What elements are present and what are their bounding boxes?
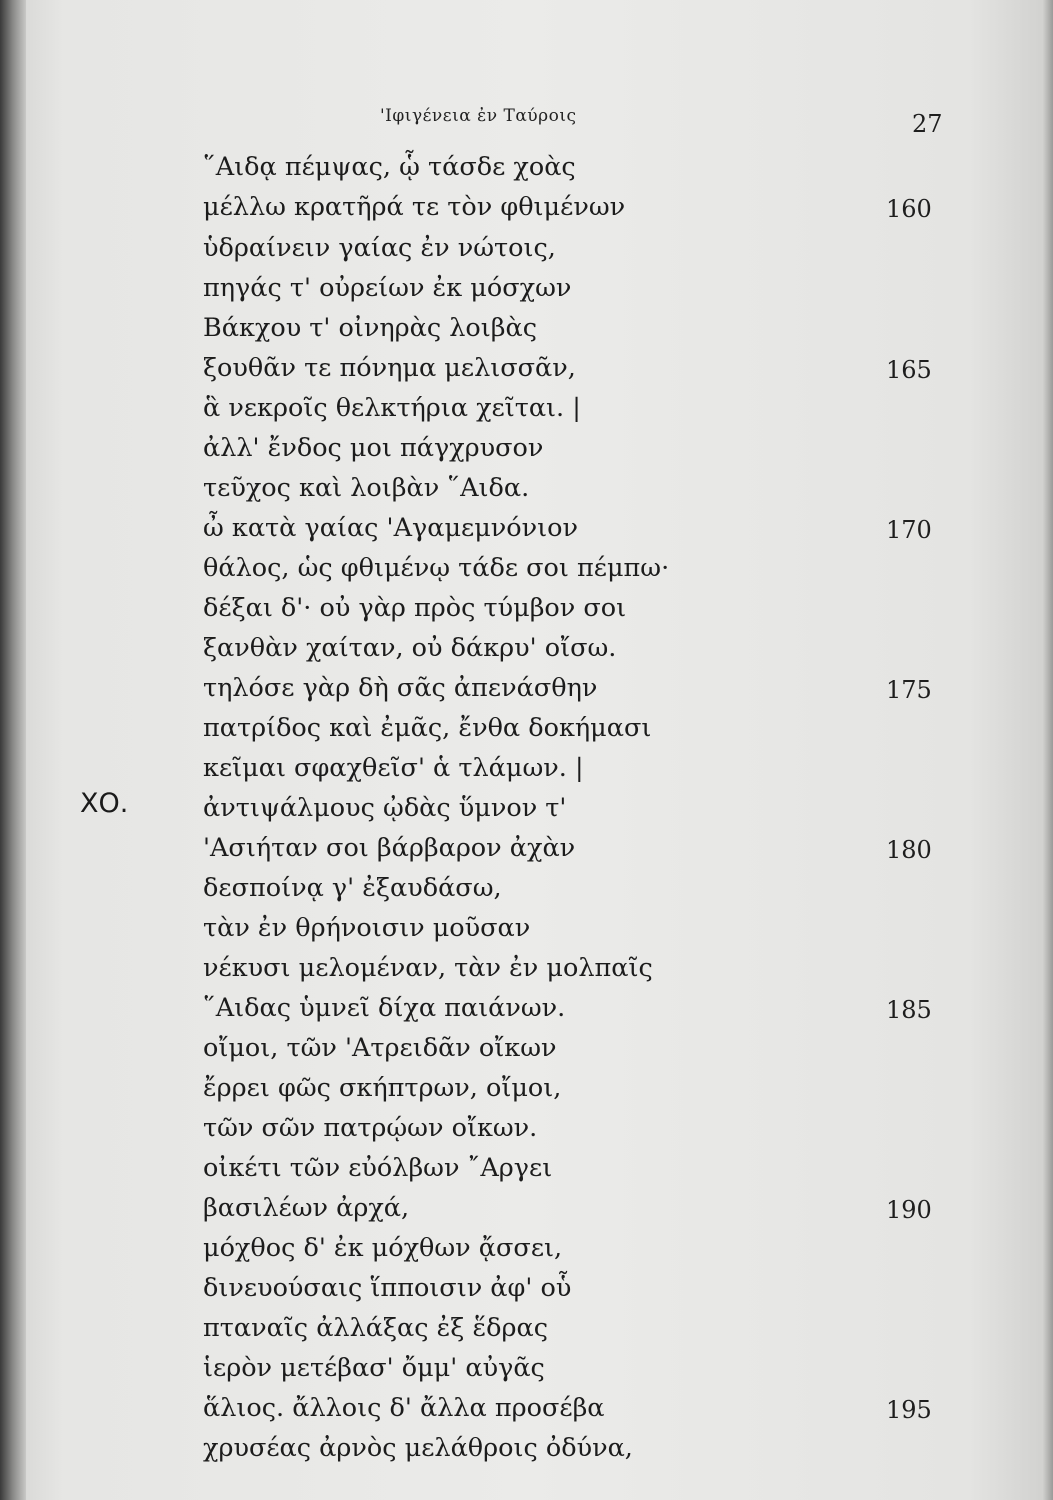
verse-line: 'Ασιήταν σοι βάρβαρον ἀχὰν: [203, 833, 576, 863]
verse-line: μόχθος δ' ἐκ μόχθων ᾄσσει,: [203, 1233, 563, 1263]
verse-line: χρυσέας ἀρνὸς μελάθροις ὀδύνα,: [203, 1433, 633, 1463]
line-number: 190: [886, 1196, 932, 1224]
line-number: 195: [886, 1396, 932, 1424]
verse-line: ξανθὰν χαίταν, οὐ δάκρυ' οἴσω.: [203, 633, 617, 663]
verse-line: ἃ νεκροῖς θελκτήρια χεῖται. |: [203, 393, 581, 423]
page-number: 27: [912, 110, 943, 138]
verse-line: ῞Αιδᾳ πέμψας, ᾧ τάσδε χοὰς: [203, 152, 576, 182]
verse-line: οἴμοι, τῶν 'Ατρειδᾶν οἴκων: [203, 1033, 557, 1063]
line-number: 185: [886, 996, 932, 1024]
verse-line: ἀλλ' ἔνδος μοι πάγχρυσον: [203, 433, 544, 463]
page-right-edge: [1043, 0, 1053, 1500]
verse-line: πατρίδος καὶ ἐμᾶς, ἔνθα δοκήμασι: [203, 713, 652, 743]
verse-line: νέκυσι μελομέναν, τὰν ἐν μολπαῖς: [203, 953, 653, 983]
verse-line: ἀντιψάλμους ᾠδὰς ὕμνον τ': [203, 793, 567, 823]
line-number: 165: [886, 356, 932, 384]
verse-line: τεῦχος καὶ λοιβὰν ῞Αιδα.: [203, 473, 530, 503]
verse-line: δινευούσαις ἵπποισιν ἀφ' οὗ: [203, 1273, 572, 1303]
verse-line: οἰκέτι τῶν εὐόλβων ῎Αργει: [203, 1153, 553, 1183]
verse-line: θάλος, ὡς φθιμένῳ τάδε σοι πέμπω·: [203, 553, 670, 583]
verse-line: μέλλω κρατῆρά τε τὸν φθιμένων: [203, 192, 626, 222]
verse-line: δέξαι δ'· οὐ γὰρ πρὸς τύμβον σοι: [203, 593, 627, 623]
verse-line: ἅλιος. ἄλλοις δ' ἄλλα προσέβα: [203, 1393, 605, 1423]
line-number: 175: [886, 676, 932, 704]
verse-line: ὑδραίνειν γαίας ἐν νώτοις,: [203, 233, 556, 263]
verse-line: πταναῖς ἀλλάξας ἐξ ἕδρας: [203, 1313, 548, 1343]
verse-line: τὰν ἐν θρήνοισιν μοῦσαν: [203, 913, 531, 943]
line-number: 180: [886, 836, 932, 864]
verse-line: ὦ κατὰ γαίας 'Αγαμεμνόνιον: [203, 513, 579, 543]
line-number: 160: [886, 195, 932, 223]
verse-line: ῞Αιδας ὑμνεῖ δίχα παιάνων.: [203, 993, 566, 1023]
verse-line: τηλόσε γὰρ δὴ σᾶς ἀπενάσθην: [203, 673, 598, 703]
verse-line: βασιλέων ἀρχά,: [203, 1193, 410, 1223]
speaker-label: ΧΟ.: [80, 788, 129, 819]
verse-line: τῶν σῶν πατρῴων οἴκων.: [203, 1113, 538, 1143]
verse-line: ξουθᾶν τε πόνημα μελισσᾶν,: [203, 353, 576, 383]
page-left-edge: [0, 0, 26, 1500]
verse-line: Βάκχου τ' οἰνηρὰς λοιβὰς: [203, 313, 538, 343]
line-number: 170: [886, 516, 932, 544]
verse-line: ἱερὸν μετέβασ' ὄμμ' αὐγᾶς: [203, 1353, 545, 1383]
verse-line: κεῖμαι σφαχθεῖσ' ἁ τλάμων. |: [203, 753, 584, 783]
verse-line: ἔρρει φῶς σκήπτρων, οἴμοι,: [203, 1073, 562, 1103]
running-header: 'Ιφιγένεια ἐν Ταύροις: [380, 106, 577, 126]
verse-line: πηγάς τ' οὐρείων ἐκ μόσχων: [203, 273, 572, 303]
verse-line: δεσποίνᾳ γ' ἐξαυδάσω,: [203, 873, 502, 903]
